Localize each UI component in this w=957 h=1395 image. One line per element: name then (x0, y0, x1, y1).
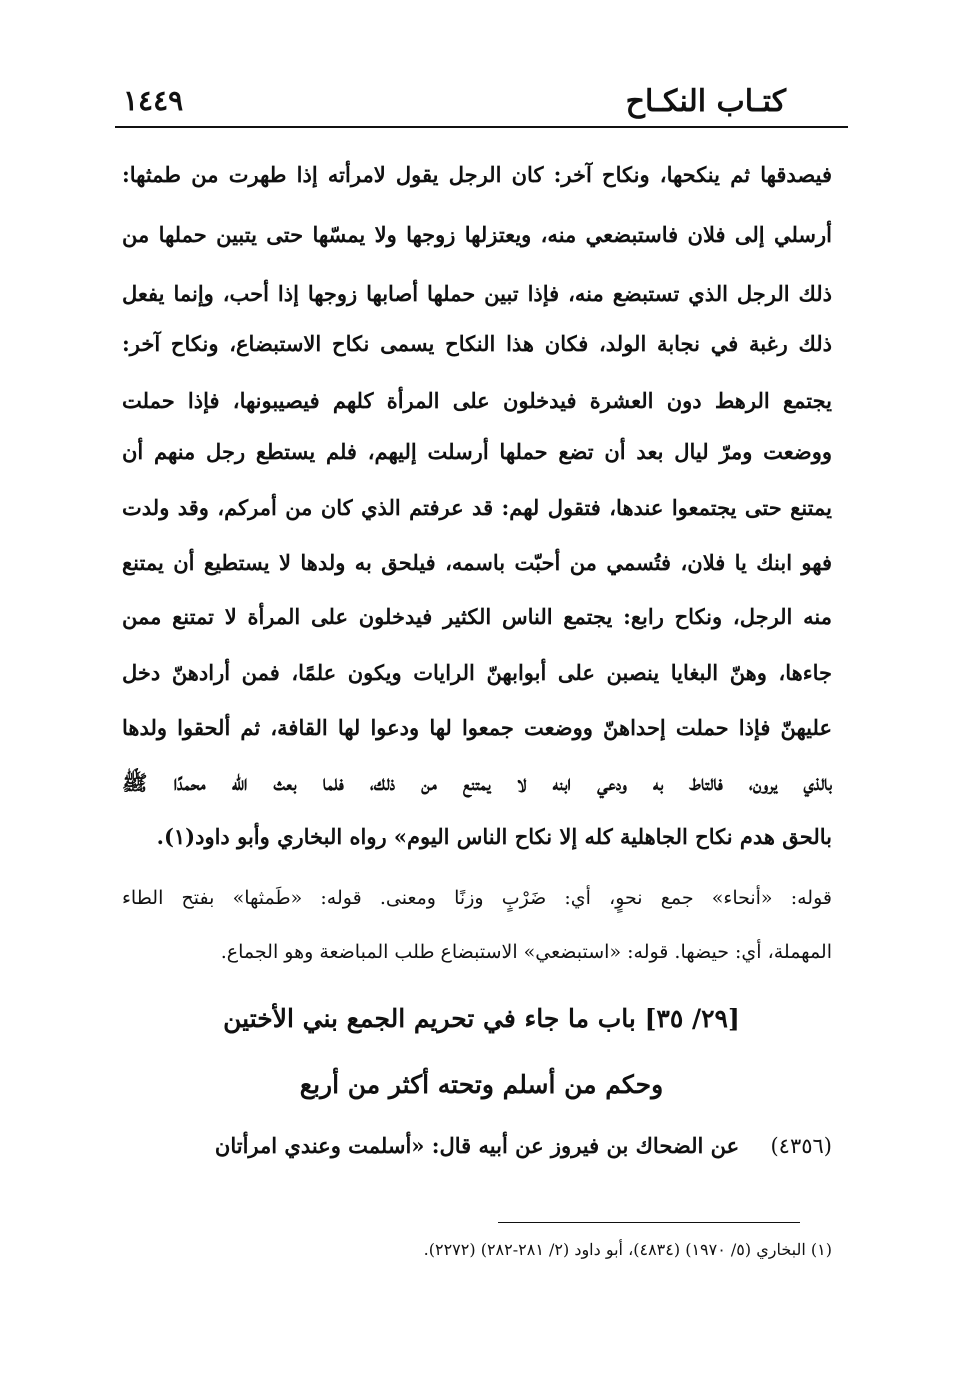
body-line: جاءها، وهنّ البغايا ينصبن على أبوابهنّ الرايات ويكون علمًا، فمن أرادهنّ دخل (122, 660, 832, 685)
body-line: بالحق هدم نكاح الجاهلية كله إلا نكاح الناس اليوم» رواه البخاري وأبو داود(١). (156, 824, 832, 849)
body-line: بالذي يرون، فالتاط به ودعي ابنه لا يمتنع من ذلك، فلما بعث الله محمدًا ﷺ (122, 770, 832, 795)
body-line: يجتمع الرهط دون العشرة فيدخلون على المرأة كلهم فيصيبونها، فإذا حملت (122, 388, 832, 413)
footnote: (١) البخاري (٥/ ١٩٧٠) (٤٨٣٤)، أبو داود (٢/ ٢٨١-٢٨٢) (٢٢٧٢). (423, 1240, 832, 1259)
page-number: ١٤٤٩ (123, 84, 184, 117)
chapter-heading-line-2: وحكم من أسلم وتحته أكثر من أربع (299, 1070, 664, 1099)
hadith-line (122, 1130, 832, 1166)
body-line: ذلك الرجل الذي تستبضع منه، فإذا تبين حملها أصابها زوجها إذا أحب، وإنما يفعل (122, 281, 832, 306)
hadith-text: عن الضحاك بن فيروز عن أبيه قال: «أسلمت وعندي امرأتان (214, 1133, 740, 1158)
body-line: ذلك رغبة في نجابة الولد، فكان هذا النكاح يسمى نكاح الاستبضاع، ونكاح آخر: (122, 331, 832, 356)
footnote-separator (498, 1222, 800, 1223)
hadith-number: (٤٣٥٦) (770, 1134, 832, 1158)
running-title: كتـاب النكـاح (625, 84, 786, 119)
body-line: منه الرجل، ونكاح رابع: يجتمع الناس الكثير فيدخلون على المرأة لا تمتنع ممن (122, 604, 832, 629)
body-line: فيصدقها ثم ينكحها، ونكاح آخر: كان الرجل يقول لامرأته إذا طهرت من طمثها: (122, 162, 832, 187)
explanation-line: قوله: «أنحاء» جمع نحوٍ، أي: ضَرْبٍ وزنًا ومعنى. قوله: «طَمثها» بفتح الطاء (122, 887, 832, 909)
page-header (115, 80, 848, 128)
body-line: عليهنّ فإذا حملت إحداهنّ ووضعت جمعوا لها ودعوا لها القافة، ثم ألحقوا ولدها (122, 715, 832, 740)
explanation-line: المهملة، أي: حيضها. قوله: «استبضعي» الاستبضاع طلب المباضعة وهو الجماع. (220, 941, 832, 963)
body-line: يمتنع حتى يجتمعوا عندها، فتقول لهم: قد عرفتم الذي كان من أمركم، وقد ولدت (122, 495, 832, 520)
body-line: أرسلي إلى فلان فاستبضعي منه، ويعتزلها زوجها ولا يمسّها حتى يتبين حملها من (122, 222, 832, 247)
body-line: ووضعت ومرّ ليال بعد أن تضع حملها أرسلت إليهم، فلم يستطع رجل منهم أن (122, 439, 832, 464)
chapter-heading-line-1: [٢٩/ ٣٥] باب ما جاء في تحريم الجمع بني الأختين (223, 1004, 740, 1033)
body-line: فهو ابنك يا فلان، فتُسمي من أحبّت باسمه، فيلحق به ولدها لا يستطيع أن يمتنع (122, 550, 832, 575)
